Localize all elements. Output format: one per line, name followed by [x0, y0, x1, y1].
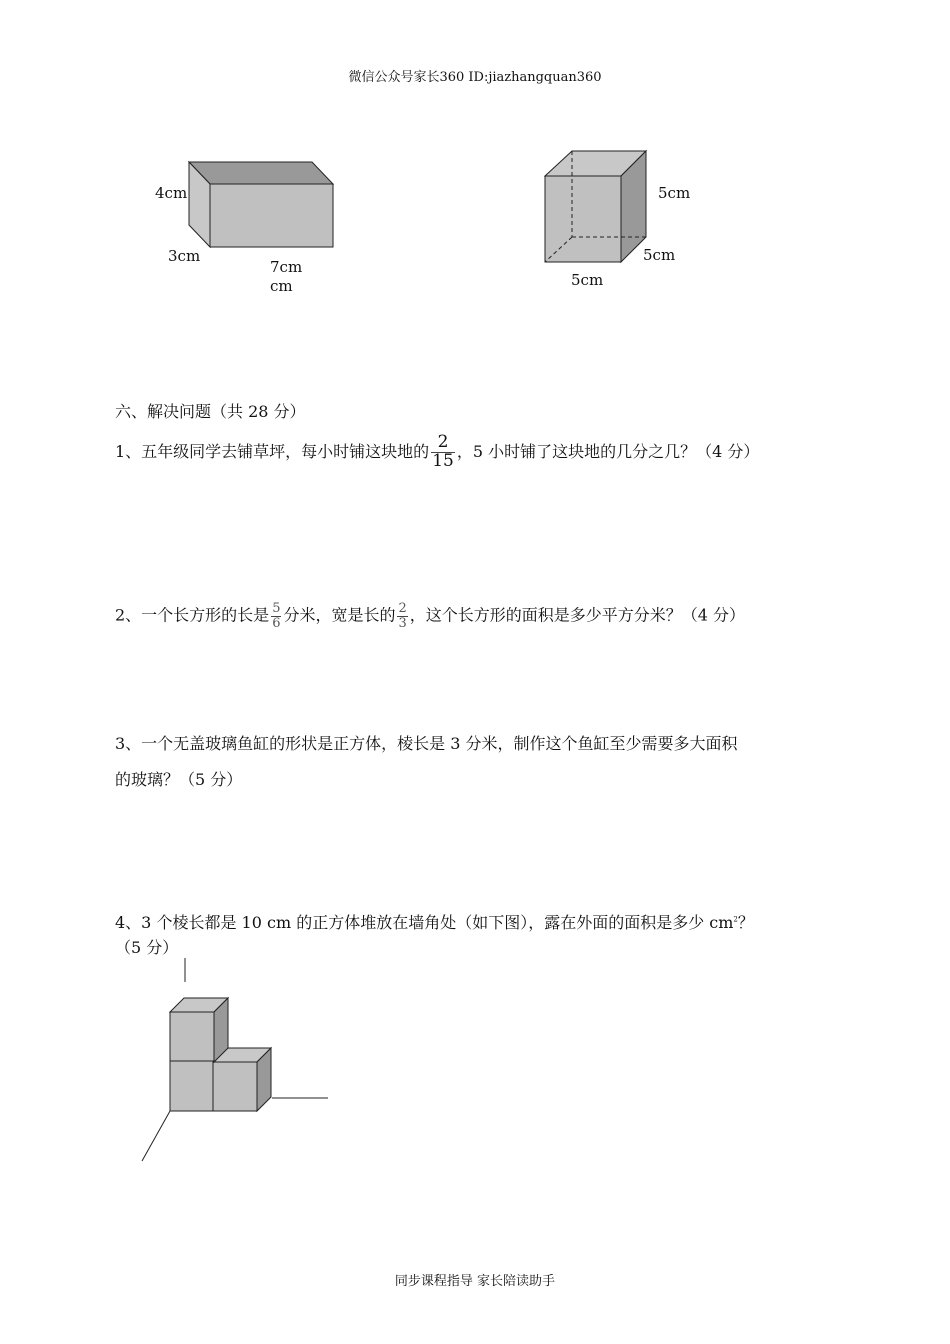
cuboid-length-label: 7cm: [270, 258, 303, 276]
cube-width-label: 5cm: [571, 271, 604, 289]
section-title: 六、解决问题（共 28 分）: [115, 402, 306, 421]
question-2-text-mid: 分米，宽是长的: [283, 605, 396, 625]
question-2-text-after: ，这个长方形的面积是多少平方分米？（4 分）: [409, 605, 746, 625]
cuboid-width-label: 3cm: [168, 247, 201, 265]
question-1-text-after: ，5 小时铺了这块地的几分之几？（4 分）: [456, 441, 760, 461]
fraction-numerator: 2: [398, 601, 407, 616]
fraction-numerator: 5: [272, 601, 281, 616]
question-1-text-before: 1、五年级同学去铺草坪，每小时铺这块地的: [115, 441, 430, 461]
question-3-line-2: 的玻璃？（5 分）: [115, 770, 243, 789]
fraction-denominator: 15: [432, 450, 454, 471]
cube-height-label: 5cm: [658, 184, 691, 202]
fraction-denominator: 6: [272, 615, 281, 631]
fraction-numerator: 2: [431, 434, 455, 453]
question-4-text-end: ？: [737, 913, 754, 932]
cuboid-height-label: 4cm: [155, 184, 188, 202]
question-3-line-1: 3、一个无盖玻璃鱼缸的形状是正方体，棱长是 3 分米，制作这个鱼缸至少需要多大面积: [115, 734, 738, 753]
page-header: 微信公众号家长360 ID:jiazhangquan360: [348, 70, 602, 85]
question-4-text: 4、3 个棱长都是 10 cm 的正方体堆放在墙角处（如下图），露在外面的面积是多少 cm: [115, 913, 734, 932]
cube-right-front: [213, 1062, 257, 1111]
wall-edge-diagonal: [142, 1111, 170, 1161]
cuboid-length-label-extra: cm: [270, 277, 293, 295]
superscript-2: 2: [733, 915, 738, 924]
page-footer: 同步课程指导 家长陪读助手: [394, 1274, 556, 1289]
cube-depth-label: 5cm: [643, 246, 676, 264]
cube-top-front: [170, 1012, 214, 1061]
fraction-denominator: 3: [398, 615, 407, 631]
cube-left-front: [170, 1061, 213, 1111]
question-4-line-2: （5 分）: [115, 938, 179, 957]
question-2-text-before: 2、一个长方形的长是: [115, 605, 270, 625]
